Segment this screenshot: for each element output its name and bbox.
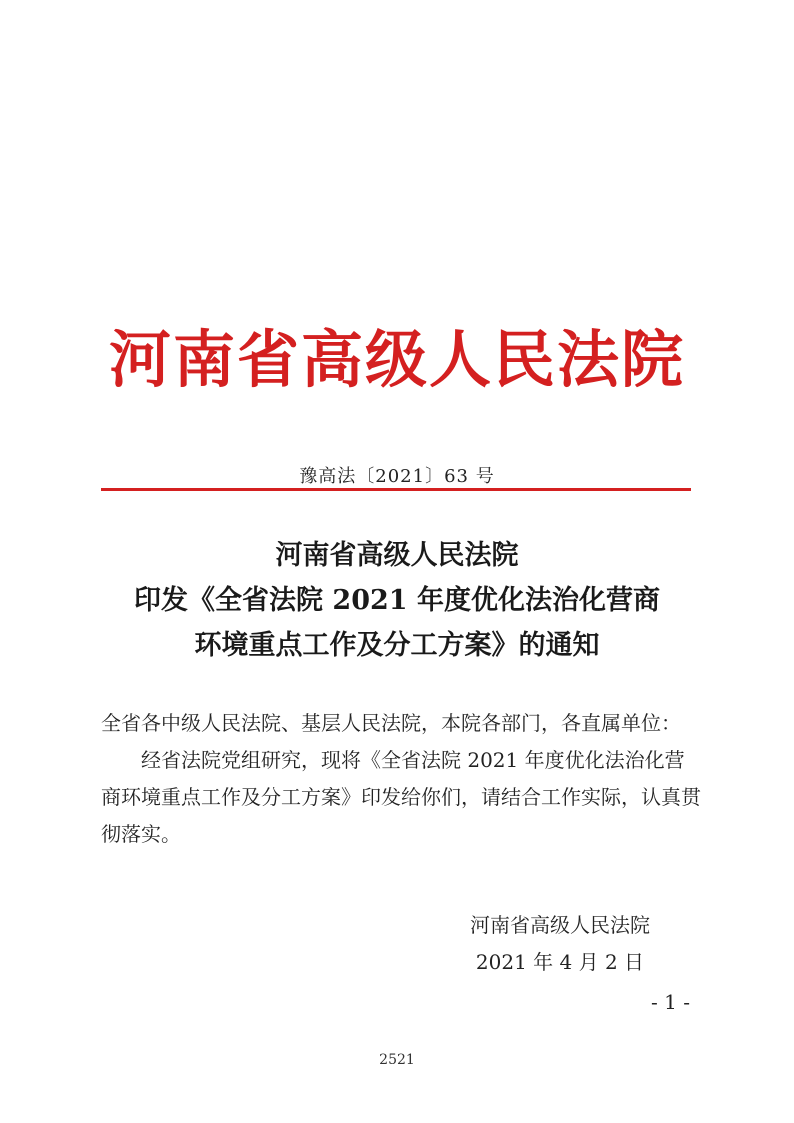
red-separator-line <box>101 488 691 491</box>
signature-block <box>440 907 680 981</box>
footer-number: 2521 <box>379 1052 415 1068</box>
document-number: 豫高法〔2021〕63 号 <box>299 466 495 487</box>
issuer-masthead: 河南省高级人民法院 <box>108 323 685 396</box>
addressee-line: 全省各中级人民法院、基层人民法院，本院各部门，各直属单位： <box>101 711 681 735</box>
body-paragraph: 经省法院党组研究，现将《全省法院 2021 年度优化法治化营商环境重点工作及分工方案》印发给你们，请结合工作实际，认真贯彻落实。 <box>101 748 701 846</box>
title-line-2: 印发《全省法院 2021 年度优化法治化营商 <box>134 585 660 616</box>
title-line-3: 环境重点工作及分工方案》的通知 <box>194 630 600 661</box>
title-line-1: 河南省高级人民法院 <box>275 540 519 571</box>
document-body <box>101 705 701 853</box>
signature-date: 2021 年 4 月 2 日 <box>475 950 645 974</box>
document-title <box>0 533 794 668</box>
page-number: - 1 - <box>651 990 690 1014</box>
signature-org: 河南省高级人民法院 <box>470 913 650 937</box>
